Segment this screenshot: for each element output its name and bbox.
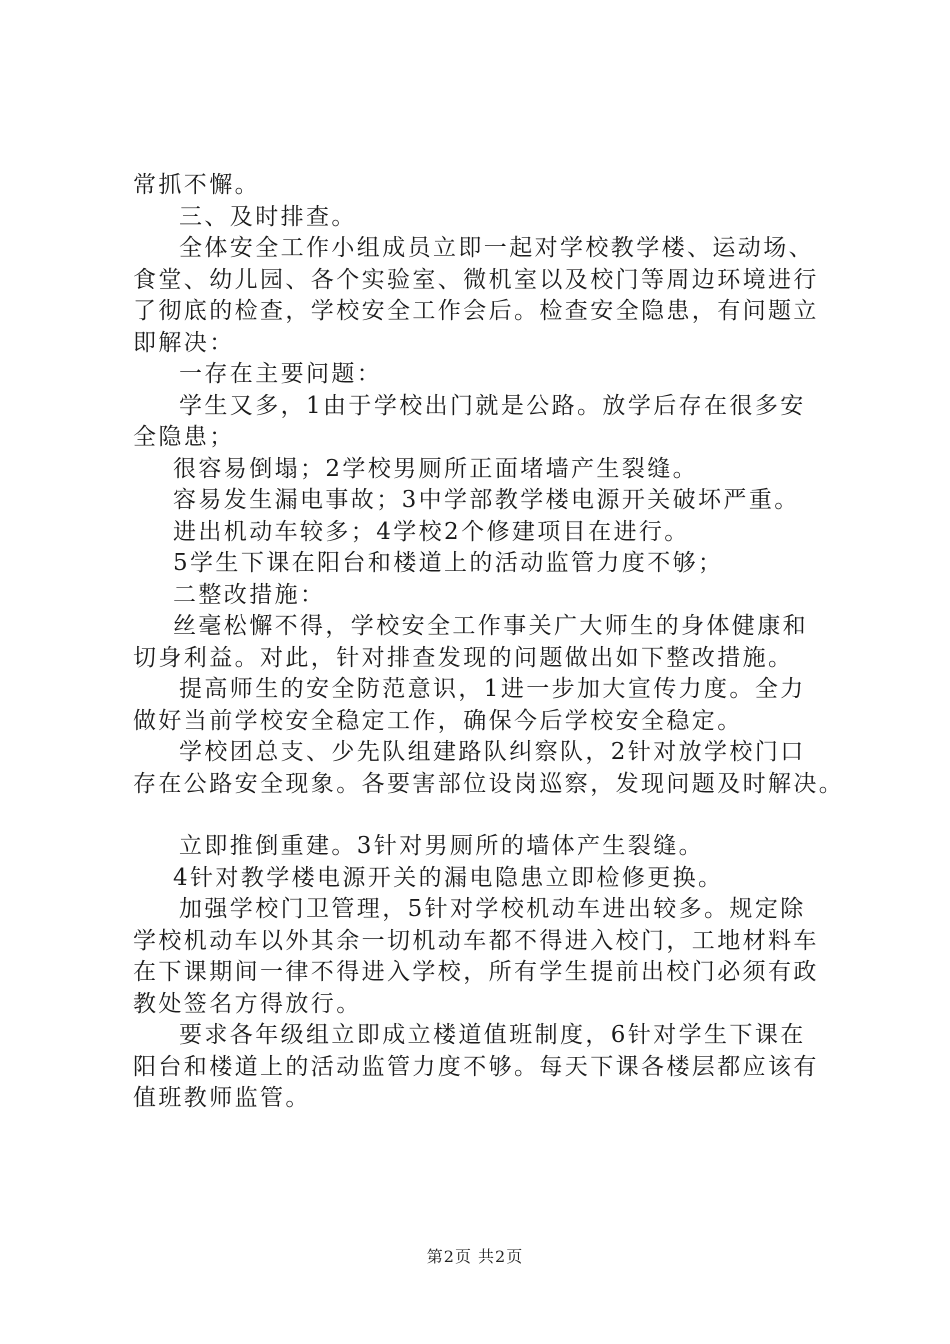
subsection-heading: 一存在主要问题： — [179, 361, 383, 387]
text-line: 学生又多，1由于学校出门就是公路。放学后存在很多安 — [179, 392, 806, 419]
text-line: 5学生下课在阳台和楼道上的活动监管力度不够； — [173, 550, 724, 576]
text-line: 切身利益。对此，针对排查发现的问题做出如下整改措施。 — [133, 644, 794, 671]
text-line: 容易发生漏电事故；3中学部教学楼电源开关破坏严重。 — [173, 487, 800, 513]
text-line: 存在公路安全现象。各要害部位设岗巡察，发现问题及时解决。 — [133, 770, 845, 797]
text-line: 学校机动车以外其余一切机动车都不得进入校门，工地材料车 — [133, 927, 819, 954]
text-line: 了彻底的检查，学校安全工作会后。检查安全隐患，有问题立 — [133, 298, 819, 324]
text-line: 4针对教学楼电源开关的漏电隐患立即检修更换。 — [173, 864, 724, 891]
text-line: 即解决： — [133, 329, 235, 356]
text-line: 很容易倒塌；2学校男厕所正面堵墙产生裂缝。 — [173, 455, 699, 482]
text-line: 丝毫松懈不得，学校安全工作事关广大师生的身体健康和 — [173, 613, 808, 639]
text-line: 常抓不懈。 — [133, 172, 260, 198]
subsection-heading: 二整改措施： — [173, 581, 326, 608]
text-line: 进出机动车较多；4学校2个修建项目在进行。 — [173, 518, 690, 545]
text-line: 值班教师监管。 — [133, 1085, 311, 1111]
text-line: 阳台和楼道上的活动监管力度不够。每天下课各楼层都应该有 — [133, 1053, 819, 1080]
text-line: 在下课期间一律不得进入学校，所有学生提前出校门必须有政 — [133, 959, 819, 985]
text-line: 全体安全工作小组成员立即一起对学校教学楼、运动场、 — [179, 235, 814, 261]
section-heading: 三、及时排查。 — [179, 203, 357, 230]
text-line: 食堂、幼儿园、各个实验室、微机室以及校门等周边环境进行 — [133, 266, 819, 293]
text-line: 提高师生的安全防范意识，1进一步加大宣传力度。全力 — [179, 676, 806, 702]
blank-line — [133, 800, 843, 831]
text-line: 全隐患； — [133, 424, 235, 450]
document-body — [133, 170, 843, 1115]
page-number-footer: 第2页 共2页 — [426, 1247, 524, 1266]
text-line: 教处签名方得放行。 — [133, 990, 362, 1017]
text-line: 立即推倒重建。3针对男厕所的墙体产生裂缝。 — [179, 833, 705, 859]
text-line: 做好当前学校安全稳定工作，确保今后学校安全稳定。 — [133, 707, 743, 734]
text-line: 学校团总支、少先队组建路队纠察队，2针对放学校门口 — [179, 739, 806, 765]
text-line: 要求各年级组立即成立楼道值班制度，6针对学生下课在 — [179, 1022, 806, 1048]
text-line: 加强学校门卫管理，5针对学校机动车进出较多。规定除 — [179, 896, 806, 922]
